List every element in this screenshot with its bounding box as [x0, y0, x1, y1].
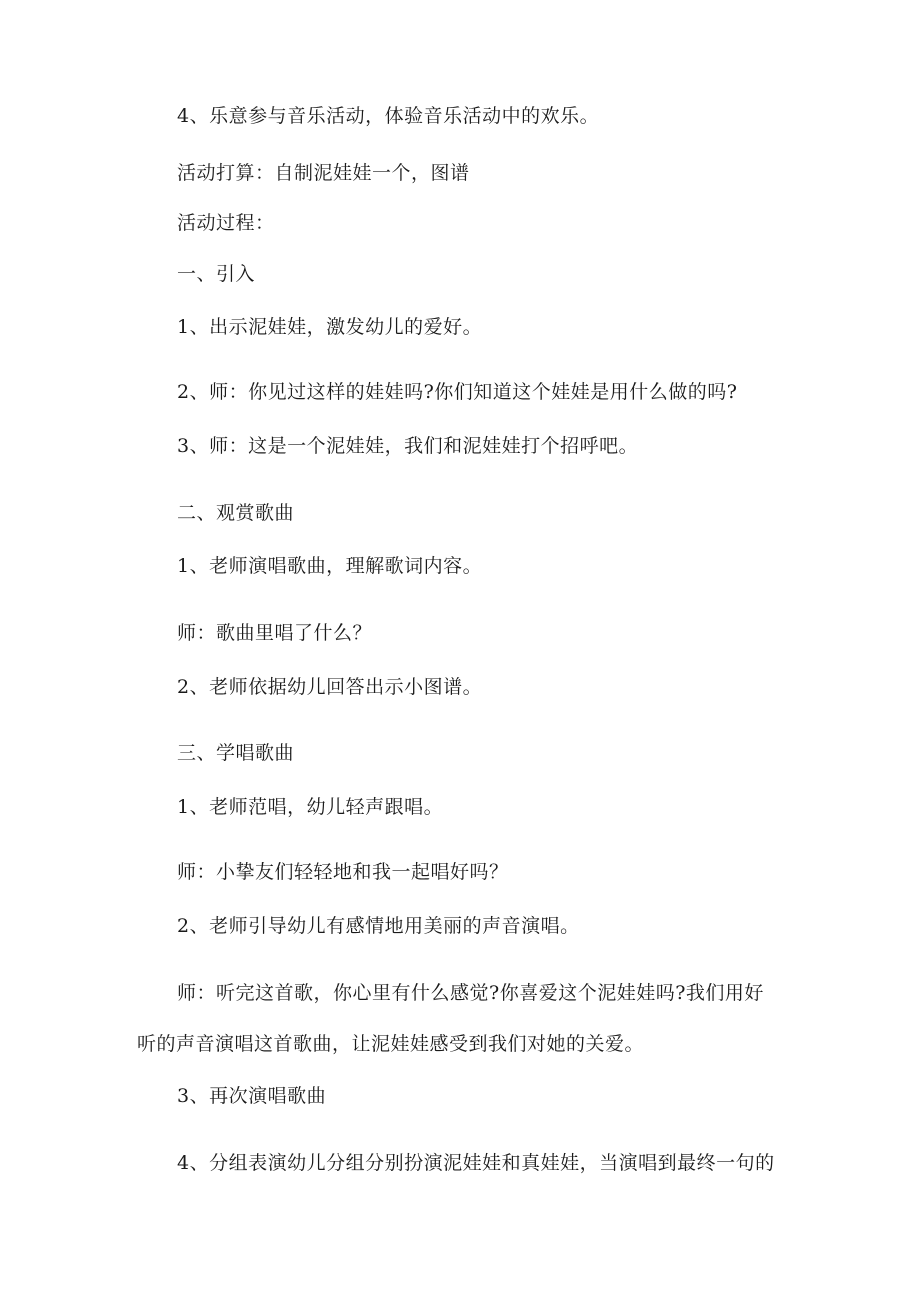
- section-heading-listen: 二、观赏歌曲: [177, 502, 295, 524]
- paragraph-learn-1: 1、老师范唱，幼儿轻声跟唱。: [177, 796, 444, 818]
- paragraph-intro-2: 2、师：你见过这样的娃娃吗?你们知道这个娃娃是用什么做的吗?: [177, 381, 738, 403]
- paragraph-intro-3: 3、师：这是一个泥娃娃，我们和泥娃娃打个招呼吧。: [177, 435, 639, 457]
- paragraph-learn-2: 2、老师引导幼儿有感情地用美丽的声音演唱。: [177, 915, 580, 937]
- paragraph-teacher-feeling-line1: 师：听完这首歌，你心里有什么感觉?你喜爱这个泥娃娃吗?我们用好: [177, 982, 764, 1004]
- paragraph-goal-4: 4、乐意参与音乐活动，体验音乐活动中的欢乐。: [177, 105, 600, 127]
- paragraph-process-heading: 活动过程：: [177, 212, 275, 234]
- section-heading-intro: 一、引入: [177, 263, 256, 285]
- paragraph-listen-1: 1、老师演唱歌曲，理解歌词内容。: [177, 555, 483, 577]
- paragraph-preparation: 活动打算：自制泥娃娃一个，图谱: [177, 162, 470, 184]
- paragraph-learn-4: 4、分组表演幼儿分组分别扮演泥娃娃和真娃娃，当演唱到最终一句的: [177, 1152, 775, 1174]
- section-heading-learn: 三、学唱歌曲: [177, 742, 295, 764]
- paragraph-teacher-feeling-line2: 听的声音演唱这首歌曲，让泥娃娃感受到我们对她的关爱。: [137, 1033, 645, 1055]
- paragraph-listen-2: 2、老师依据幼儿回答出示小图谱。: [177, 676, 483, 698]
- paragraph-learn-3: 3、再次演唱歌曲: [177, 1085, 327, 1107]
- paragraph-learn-question: 师：小挚友们轻轻地和我一起唱好吗？: [177, 861, 509, 883]
- paragraph-listen-question: 师：歌曲里唱了什么？: [177, 622, 373, 644]
- paragraph-intro-1: 1、出示泥娃娃，激发幼儿的爱好。: [177, 316, 483, 338]
